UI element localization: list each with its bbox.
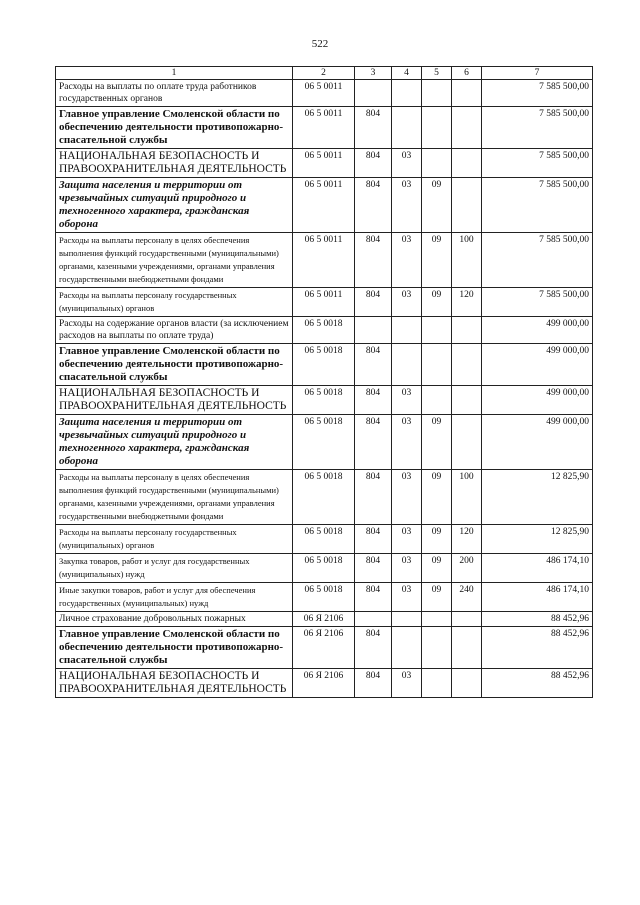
row-pr-cell: 09 [422,233,452,288]
row-sum-cell: 486 174,10 [482,583,593,612]
row-sum-cell: 499 000,00 [482,386,593,415]
row-pr-cell: 09 [422,554,452,583]
row-name-cell: Расходы на выплаты персоналу государственных (муниципальных) органов [56,288,293,317]
table-row [56,669,593,698]
row-name-cell: Расходы на выплаты персоналу в целях обеспечения выполнения функций государственными (муниципальными) органами, казенными учреждениями, органами управления государственными внебюджетными фондами [56,233,293,288]
row-name-cell: Расходы на выплаты персоналу государственных (муниципальных) органов [56,525,293,554]
row-gr-cell: 804 [355,583,392,612]
header-cell: 6 [452,67,482,80]
row-code-cell: 06 5 0018 [293,583,355,612]
row-gr-cell: 804 [355,344,392,386]
row-code-cell: 06 Я 2106 [293,627,355,669]
row-vr-cell [452,344,482,386]
row-pr-cell [422,627,452,669]
row-sum-cell: 499 000,00 [482,344,593,386]
row-sum-cell: 499 000,00 [482,317,593,344]
row-sum-cell: 7 585 500,00 [482,149,593,178]
row-pr-cell [422,107,452,149]
table-row [56,525,593,554]
row-rz-cell: 03 [392,288,422,317]
row-rz-cell [392,627,422,669]
row-vr-cell: 120 [452,288,482,317]
table-row [56,470,593,525]
row-pr-cell [422,149,452,178]
row-sum-cell: 12 825,90 [482,525,593,554]
row-gr-cell: 804 [355,669,392,698]
header-row [56,67,593,80]
header-cell: 2 [293,67,355,80]
row-vr-cell: 200 [452,554,482,583]
header-cell: 1 [56,67,293,80]
row-code-cell: 06 Я 2106 [293,669,355,698]
row-pr-cell: 09 [422,288,452,317]
row-name-cell: Расходы на выплаты по оплате труда работников государственных органов [56,80,293,107]
row-code-cell: 06 5 0018 [293,554,355,583]
row-pr-cell: 09 [422,470,452,525]
row-gr-cell: 804 [355,525,392,554]
table-row [56,288,593,317]
row-gr-cell: 804 [355,288,392,317]
row-pr-cell [422,612,452,627]
row-pr-cell: 09 [422,583,452,612]
row-code-cell: 06 5 0011 [293,233,355,288]
row-pr-cell: 09 [422,525,452,554]
row-vr-cell [452,178,482,233]
row-pr-cell: 09 [422,178,452,233]
row-name-cell: Главное управление Смоленской области по обеспечению деятельности противопожарно-спасательной службы [56,627,293,669]
row-rz-cell [392,344,422,386]
page-number: 522 [311,38,329,50]
table-row [56,80,593,107]
row-sum-cell: 88 452,96 [482,669,593,698]
row-code-cell: 06 5 0011 [293,107,355,149]
row-name-cell: НАЦИОНАЛЬНАЯ БЕЗОПАСНОСТЬ И ПРАВООХРАНИТЕЛЬНАЯ ДЕЯТЕЛЬНОСТЬ [56,669,293,698]
row-vr-cell: 100 [452,470,482,525]
row-gr-cell: 804 [355,470,392,525]
row-code-cell: 06 5 0018 [293,525,355,554]
table-row [56,178,593,233]
row-sum-cell: 7 585 500,00 [482,178,593,233]
row-code-cell: 06 5 0011 [293,178,355,233]
row-code-cell: 06 Я 2106 [293,612,355,627]
row-name-cell: НАЦИОНАЛЬНАЯ БЕЗОПАСНОСТЬ И ПРАВООХРАНИТЕЛЬНАЯ ДЕЯТЕЛЬНОСТЬ [56,149,293,178]
table-row [56,149,593,178]
row-pr-cell [422,386,452,415]
row-pr-cell: 09 [422,415,452,470]
budget-table [55,66,593,698]
row-vr-cell [452,386,482,415]
row-gr-cell [355,612,392,627]
row-name-cell: Закупка товаров, работ и услуг для государственных (муниципальных) нужд [56,554,293,583]
row-sum-cell: 88 452,96 [482,627,593,669]
row-vr-cell [452,80,482,107]
row-rz-cell: 03 [392,149,422,178]
row-gr-cell: 804 [355,627,392,669]
row-rz-cell: 03 [392,525,422,554]
row-vr-cell: 100 [452,233,482,288]
row-sum-cell: 7 585 500,00 [482,288,593,317]
row-vr-cell [452,627,482,669]
row-gr-cell: 804 [355,149,392,178]
row-vr-cell [452,669,482,698]
row-code-cell: 06 5 0018 [293,415,355,470]
row-sum-cell: 12 825,90 [482,470,593,525]
table-row [56,344,593,386]
row-rz-cell: 03 [392,669,422,698]
table-row [56,554,593,583]
row-rz-cell [392,612,422,627]
row-pr-cell [422,669,452,698]
table-row [56,583,593,612]
row-rz-cell [392,80,422,107]
header-cell: 4 [392,67,422,80]
table-row [56,317,593,344]
header-cell: 5 [422,67,452,80]
row-name-cell: Главное управление Смоленской области по обеспечению деятельности противопожарно-спасательной службы [56,107,293,149]
row-pr-cell [422,317,452,344]
row-gr-cell: 804 [355,107,392,149]
row-vr-cell [452,612,482,627]
table-row [56,107,593,149]
table-row [56,386,593,415]
row-vr-cell [452,415,482,470]
row-sum-cell: 486 174,10 [482,554,593,583]
row-name-cell: Защита населения и территории от чрезвычайных ситуаций природного и техногенного характера, гражданская оборона [56,415,293,470]
header-cell: 7 [482,67,593,80]
row-code-cell: 06 5 0018 [293,470,355,525]
table-row [56,415,593,470]
row-sum-cell: 499 000,00 [482,415,593,470]
row-code-cell: 06 5 0018 [293,386,355,415]
row-name-cell: НАЦИОНАЛЬНАЯ БЕЗОПАСНОСТЬ И ПРАВООХРАНИТЕЛЬНАЯ ДЕЯТЕЛЬНОСТЬ [56,386,293,415]
row-name-cell: Иные закупки товаров, работ и услуг для обеспечения государственных (муниципальных) нужд [56,583,293,612]
row-pr-cell [422,344,452,386]
row-vr-cell [452,149,482,178]
row-code-cell: 06 5 0011 [293,288,355,317]
row-sum-cell: 7 585 500,00 [482,233,593,288]
row-sum-cell: 7 585 500,00 [482,107,593,149]
row-sum-cell: 7 585 500,00 [482,80,593,107]
row-name-cell: Защита населения и территории от чрезвычайных ситуаций природного и техногенного характера, гражданская оборона [56,178,293,233]
row-code-cell: 06 5 0018 [293,317,355,344]
row-name-cell: Личное страхование добровольных пожарных [56,612,293,627]
row-gr-cell: 804 [355,386,392,415]
row-rz-cell: 03 [392,415,422,470]
row-rz-cell: 03 [392,554,422,583]
row-gr-cell [355,80,392,107]
row-rz-cell: 03 [392,583,422,612]
row-gr-cell: 804 [355,178,392,233]
row-code-cell: 06 5 0011 [293,80,355,107]
row-gr-cell: 804 [355,415,392,470]
row-rz-cell: 03 [392,386,422,415]
row-vr-cell [452,317,482,344]
row-gr-cell: 804 [355,233,392,288]
row-name-cell: Расходы на содержание органов власти (за исключением расходов на выплаты по оплате труда) [56,317,293,344]
row-gr-cell: 804 [355,554,392,583]
table-row [56,233,593,288]
row-rz-cell: 03 [392,470,422,525]
row-rz-cell [392,317,422,344]
row-pr-cell [422,80,452,107]
row-name-cell: Расходы на выплаты персоналу в целях обеспечения выполнения функций государственными (муниципальными) органами, казенными учреждениями, органами управления государственными внебюджетными фондами [56,470,293,525]
row-code-cell: 06 5 0018 [293,344,355,386]
row-vr-cell [452,107,482,149]
row-sum-cell: 88 452,96 [482,612,593,627]
header-cell: 3 [355,67,392,80]
row-vr-cell: 120 [452,525,482,554]
row-rz-cell: 03 [392,178,422,233]
table-row [56,627,593,669]
row-name-cell: Главное управление Смоленской области по обеспечению деятельности противопожарно-спасательной службы [56,344,293,386]
row-code-cell: 06 5 0011 [293,149,355,178]
row-rz-cell [392,107,422,149]
row-gr-cell [355,317,392,344]
row-vr-cell: 240 [452,583,482,612]
row-rz-cell: 03 [392,233,422,288]
table-row [56,612,593,627]
